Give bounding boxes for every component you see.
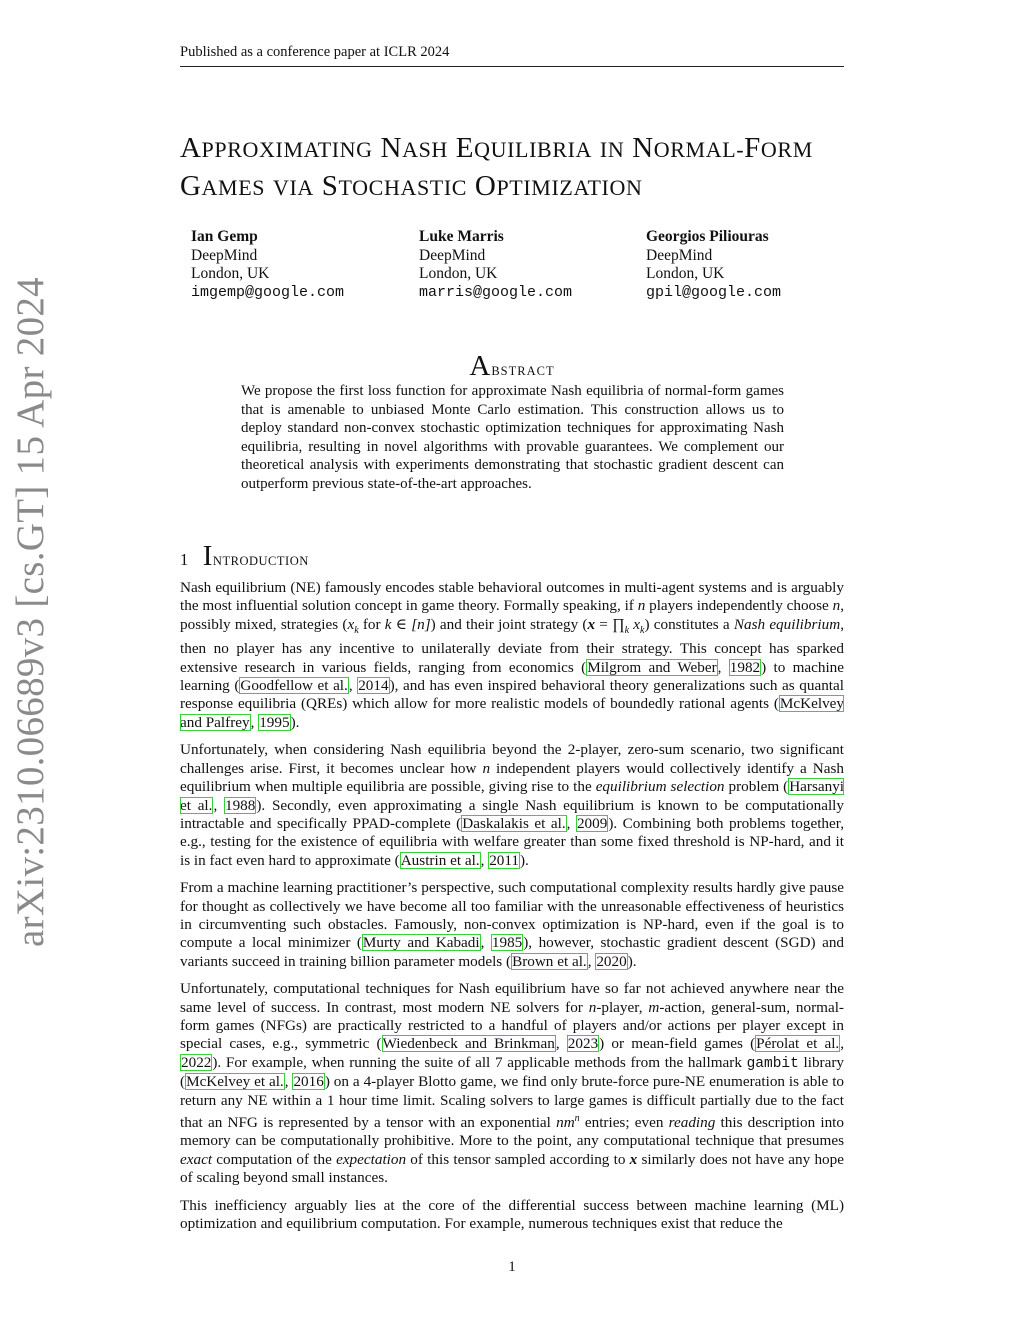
citation-link[interactable]: Austrin et al.: [400, 851, 480, 869]
citation-link[interactable]: 2022: [181, 1053, 212, 1071]
citation-link[interactable]: 2011: [489, 851, 519, 869]
author-1: [191, 228, 344, 302]
paragraph: Nash equilibrium (NE) famously encodes stable behavioral outcomes in multi-agent systems and is arguably the most influential solution concept in game theory. Formally speaking, if n players independently choose n, possibly mixed, strategies ($x_k$ for k ∈ [n]) and their joint strategy ($x = \prod_k$ $x_k$) constitutes a Nash equilibrium, then no player has any incentive to unilaterally deviate from their strategy. This concept has sparked extensive research in various fields, ranging from economics (Milgrom and Weber, 1982) to machine learning (Goodfellow et al., 2014), and has even inspired behavioral theory generalizations such as quantal response equilibria (QREs) which allow for more realistic models of boundedly rational agents (McKelvey and Palfrey, 1995).: [180, 579, 845, 731]
section-title: INTRODUCTION: [202, 540, 309, 572]
arxiv-identifier: arXiv:2310.06689v3 [cs.GT] 15 Apr 2024: [9, 277, 52, 947]
running-head: Published as a conference paper at ICLR 2024: [180, 44, 844, 67]
paragraph: This inefficiency arguably lies at the core of the differential success between machine learning (ML) optimization and equilibrium computation. For example, numerous techniques exist that reduce the: [180, 1196, 844, 1233]
citation-link[interactable]: 2009: [576, 814, 608, 832]
citation-link[interactable]: 2014: [358, 677, 389, 695]
section-heading: [180, 540, 309, 573]
author-location: London, UK: [191, 265, 270, 282]
paragraph: From a machine learning practitioner’s perspective, such computational complexity results hardly give pause for thought as collectively we have become all too familiar with the unreasonable effectiveness of heuristics in circumventing such obstacles. Famously, non-convex optimization is NP-hard, even if the goal is to compute a local minimizer (Murty and Kabadi, 1985), however, stochastic gradient descent (SGD) and variants succeed in training billion parameter models (Brown et al., 2020).: [180, 879, 845, 970]
author-affiliation: DeepMind: [191, 246, 258, 264]
citation-link[interactable]: Harsanyi et al.: [180, 778, 845, 814]
citation-link[interactable]: Pérolat et al.: [756, 1035, 840, 1053]
citation-link[interactable]: 1985: [491, 934, 523, 952]
citation-link[interactable]: Brown et al.: [512, 952, 587, 970]
author-location: London, UK: [419, 265, 498, 282]
author-name: Georgios Piliouras: [646, 228, 769, 245]
author-2: [419, 228, 572, 302]
citation-link[interactable]: 2023: [567, 1035, 599, 1053]
author-3: [646, 228, 781, 302]
page-number: 1: [508, 1259, 516, 1275]
citation-link[interactable]: 2016: [293, 1073, 324, 1091]
citation-link[interactable]: 1995: [259, 713, 290, 731]
citation-link[interactable]: 1988: [224, 796, 256, 814]
citation-link[interactable]: Daskalakis et al.: [462, 814, 566, 832]
author-name: Luke Marris: [419, 228, 504, 245]
author-location: London, UK: [646, 265, 725, 282]
author-email[interactable]: gpil@google.com: [646, 283, 782, 301]
author-affiliation: DeepMind: [646, 246, 713, 264]
abstract-heading: ABSTRACT: [469, 350, 555, 382]
body-text: [180, 579, 844, 1243]
citation-link[interactable]: 1982: [729, 658, 761, 676]
citation-link[interactable]: Wiedenbeck and Brinkman: [382, 1035, 555, 1053]
citation-link[interactable]: Murty and Kabadi: [362, 934, 480, 952]
citation-link[interactable]: McKelvey and Palfrey: [180, 695, 844, 731]
paper-title: APPROXIMATING NASH EQUILIBRIA IN NORMAL-FORM GAMES VIA STOCHASTIC OPTIMIZATION: [180, 132, 813, 202]
abstract-text: We propose the first loss function for approximate Nash equilibria of normal-form games that is amenable to unbiased Monte Carlo estimation. This construction allows us to deploy standard non-convex stochastic optimization techniques for approximating Nash equilibria, resulting in novel algorithms with provable guarantees. We complement our theoretical analysis with experiments demonstrating that stochastic gradient descent can outperform previous state-of-the-art approaches.: [241, 383, 784, 492]
author-email[interactable]: imgemp@google.com: [191, 283, 345, 301]
author-affiliation: DeepMind: [419, 246, 486, 264]
citation-link[interactable]: Goodfellow et al.: [240, 677, 348, 695]
citation-link[interactable]: 2020: [596, 952, 627, 970]
section-number: 1: [180, 550, 189, 569]
paragraph: Unfortunately, when considering Nash equilibria beyond the 2-player, zero-sum scenario, two significant challenges arise. First, it becomes unclear how n independent players would collectively identify a Nash equilibrium when multiple equilibria are possible, giving rise to the equilibrium selection problem (Harsanyi et al., 1988). Secondly, even approximating a single Nash equilibrium is known to be computationally intractable and specifically PPAD-complete (Daskalakis et al., 2009). Combining both problems together, e.g., testing for the existence of equilibria with welfare greater than some fixed threshold is NP-hard, and it is in fact even hard to approximate (Austrin et al., 2011).: [180, 741, 845, 869]
citation-link[interactable]: McKelvey et al.: [186, 1073, 284, 1091]
citation-link[interactable]: Milgrom and Weber: [587, 658, 717, 676]
author-name: Ian Gemp: [191, 228, 258, 245]
author-email[interactable]: marris@google.com: [419, 283, 573, 301]
paragraph: Unfortunately, computational techniques for Nash equilibrium have so far not achieved anywhere near the same level of success. In contrast, most modern NE solvers for n-player, m-action, general-sum, normal-form games (NFGs) are practically restricted to a handful of players and/or actions per player except in special cases, e.g., symmetric (Wiedenbeck and Brinkman, 2023) or mean-field games (Pérolat et al., 2022). For example, when running the suite of all 7 applicable methods from the hallmark gambit library (McKelvey et al., 2016) on a 4-player Blotto game, we find only brute-force pure-NE enumeration is able to return any NE within a 1 hour time limit. Scaling solvers to large games is difficult partially due to the fact that an NFG is represented by a tensor with an exponential $nm^n$ entries; even reading this description into memory can be computationally prohibitive. More to the point, any computational technique that presumes exact computation of the expectation of this tensor sampled according to x similarly does not have any hope of scaling beyond small instances.: [180, 980, 845, 1187]
